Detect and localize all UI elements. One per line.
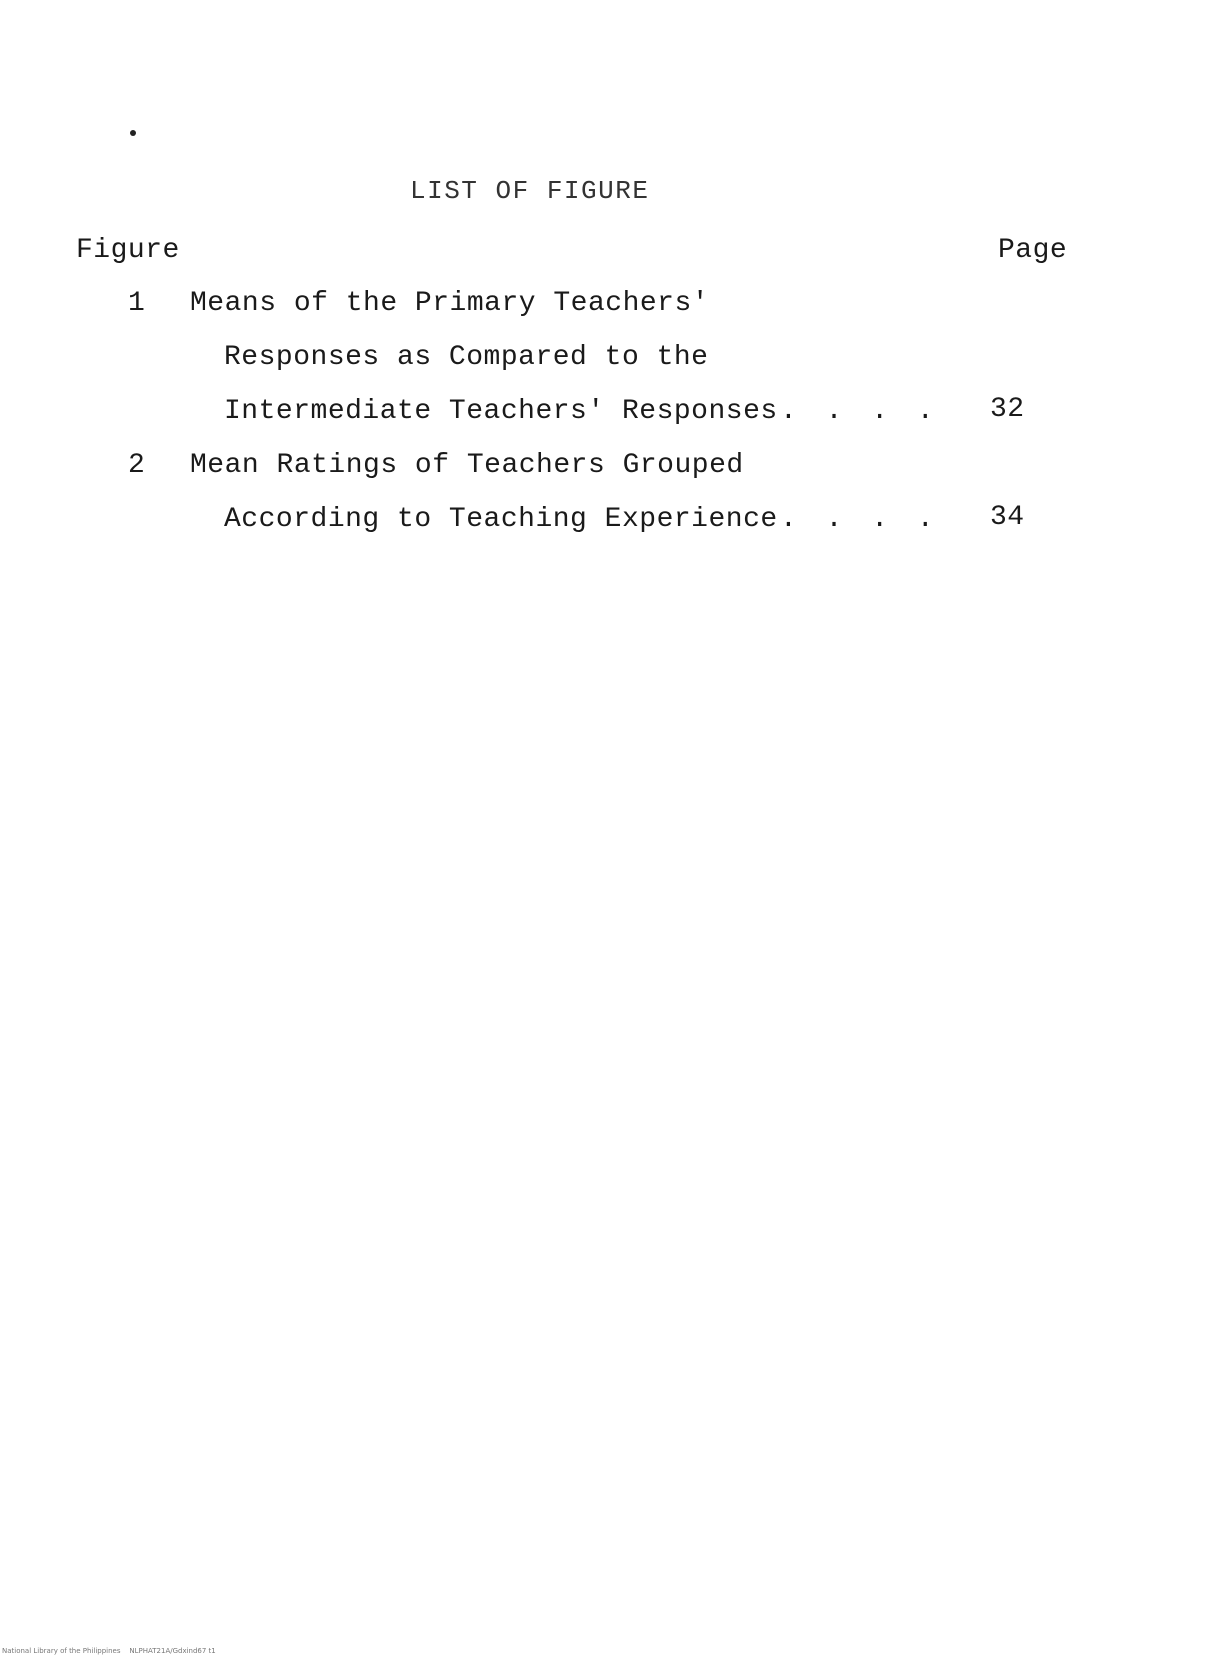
column-header-page: Page (998, 235, 1068, 266)
stray-dot-mark (130, 130, 136, 136)
page-title: LIST OF FIGURE (410, 176, 650, 206)
figure-1-title-line-1: Means of the Primary Teachers' (190, 288, 710, 319)
figure-2-leader-dots: . . . . (780, 504, 940, 535)
figure-2-page-number: 34 (990, 502, 1025, 533)
figure-2-number: 2 (128, 450, 146, 481)
figure-1-title-line-3: Intermediate Teachers' Responses (224, 396, 778, 427)
figure-1-title-line-2: Responses as Compared to the (224, 342, 709, 373)
figure-2-title-line-1: Mean Ratings of Teachers Grouped (190, 450, 744, 481)
figure-1-page-number: 32 (990, 394, 1025, 425)
scan-footer-text: National Library of the Philippines NLPHAT21A/Gdxind67 t1 (2, 1647, 216, 1655)
figure-2-title-line-2: According to Teaching Experience (224, 504, 778, 535)
figure-1-leader-dots: . . . . (780, 396, 940, 427)
column-header-figure: Figure (76, 235, 180, 266)
figure-1-number: 1 (128, 288, 146, 319)
